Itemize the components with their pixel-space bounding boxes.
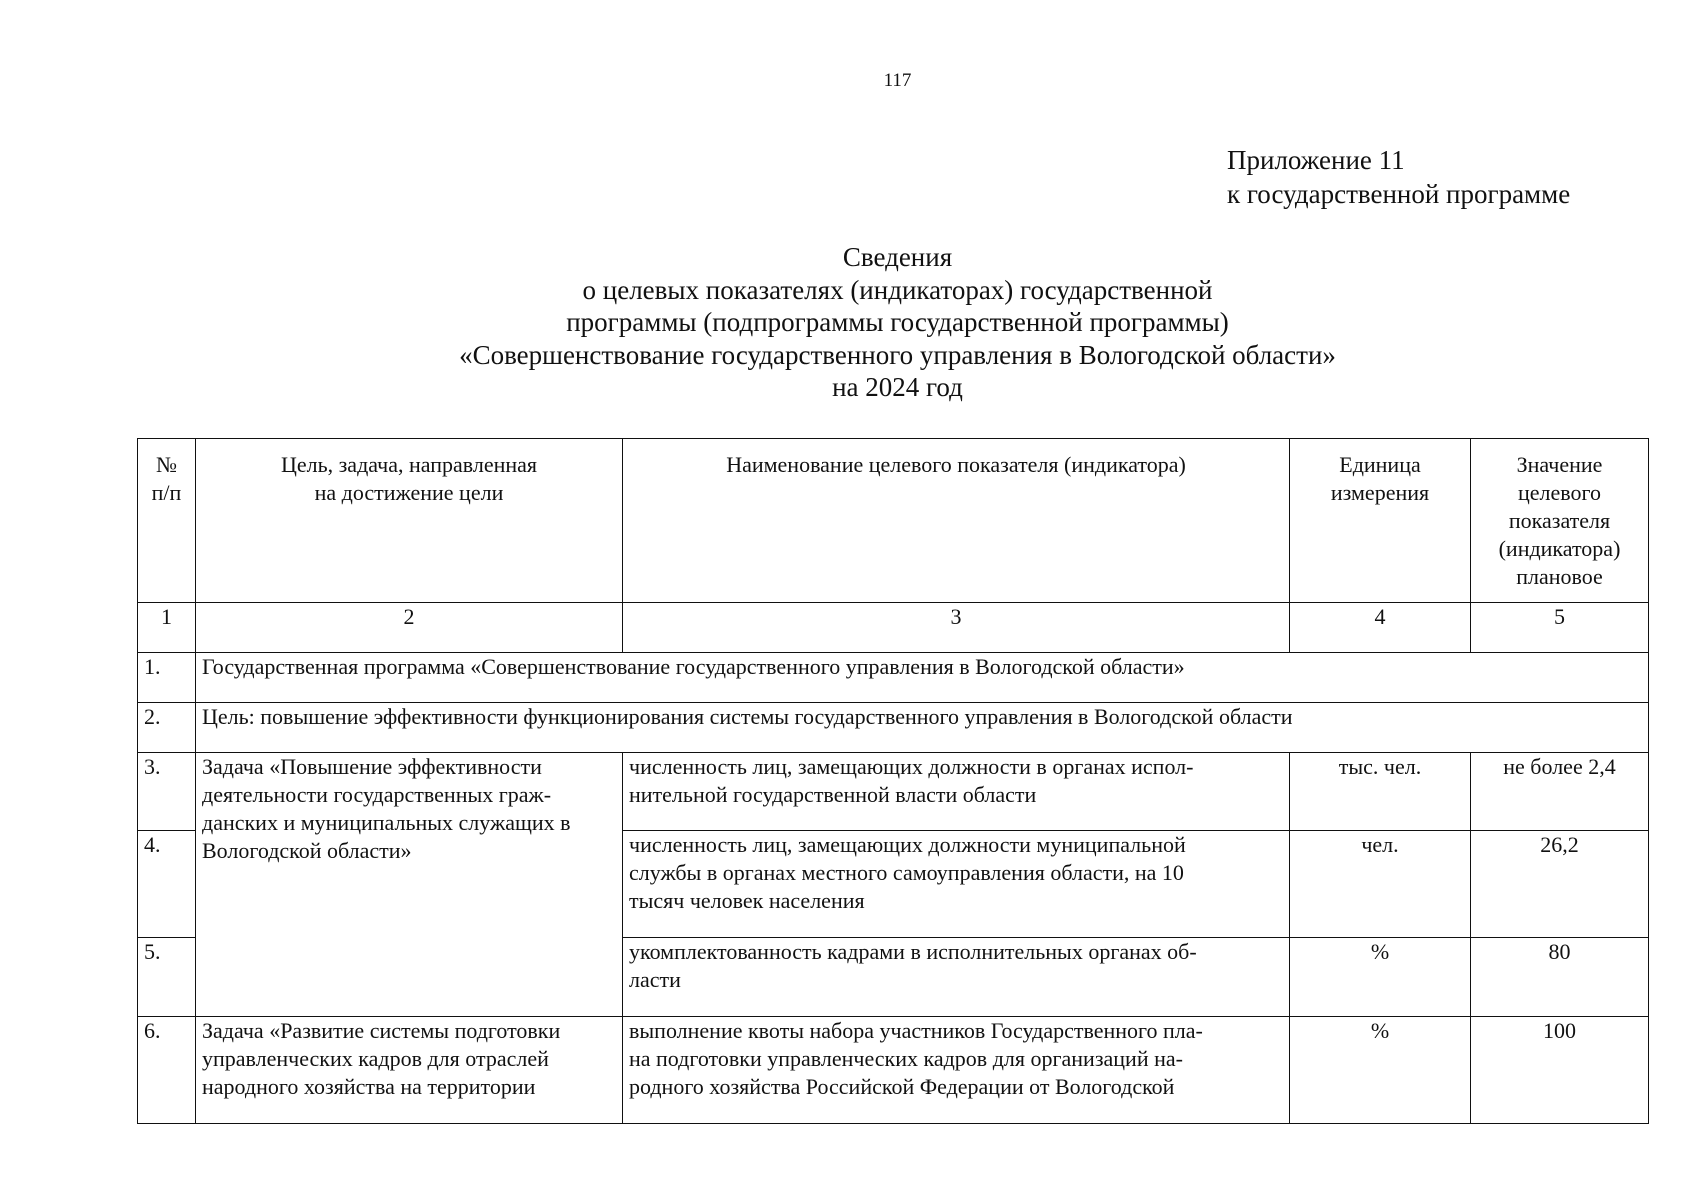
program-row [138, 653, 1649, 703]
appendix-line-2: к государственной программе [1227, 179, 1571, 209]
indicator-cell [623, 753, 1290, 831]
indicator-cell [623, 1017, 1290, 1124]
header-indicator [623, 439, 1290, 603]
value-cell: 26,2 [1471, 831, 1649, 938]
unit-cell: тыс. чел. [1290, 753, 1471, 831]
header-goal-line-1: Цель, задача, направленная [280, 452, 538, 477]
task-line: Задача «Развитие системы подготовки [202, 1018, 561, 1043]
task-line: управленческих кадров для отраслей [202, 1046, 549, 1071]
header-unit-line-1: Единица [1339, 452, 1421, 477]
indicator-line: на подготовки управленческих кадров для организаций на- [629, 1046, 1183, 1071]
header-value-line-2: целевого [1518, 480, 1601, 505]
title-line-3: программы (подпрограммы государственной программы) [566, 307, 1229, 337]
unit-cell: % [1290, 938, 1471, 1017]
column-number-5: 5 [1471, 603, 1649, 653]
header-num-line-2: п/п [151, 480, 182, 505]
title-line-5: на 2024 год [832, 372, 963, 402]
task-line: данских и муниципальных служащих в [202, 810, 571, 835]
appendix-line-1: Приложение 11 [1227, 145, 1405, 175]
row-num: 5. [138, 938, 196, 1017]
header-goal [196, 439, 623, 603]
indicator-line: родного хозяйства Российской Федерации от Вологодской [629, 1074, 1175, 1099]
task-line: Задача «Повышение эффективности [202, 754, 542, 779]
header-value-line-4: (индикатора) [1498, 536, 1621, 561]
task-cell [196, 1017, 623, 1124]
indicator-line: укомплектованность кадрами в исполнительных органах об- [629, 939, 1197, 964]
indicator-line: ласти [629, 967, 681, 992]
task-line: народного хозяйства на территории [202, 1074, 536, 1099]
indicators-table [137, 438, 1649, 1124]
document-title [0, 241, 1699, 404]
title-line-2: о целевых показателях (индикаторах) государственной [582, 274, 1213, 305]
indicator-cell [623, 831, 1290, 938]
header-num [138, 439, 196, 603]
column-number-row [138, 603, 1649, 653]
appendix-note [1227, 143, 1570, 211]
column-number-3: 3 [623, 603, 1290, 653]
indicator-cell [623, 938, 1290, 1017]
unit-cell: % [1290, 1017, 1471, 1124]
unit-cell: чел. [1290, 831, 1471, 938]
program-row-text: Государственная программа «Совершенствование государственного управления в Вологодской области» [196, 653, 1649, 703]
indicator-line: выполнение квоты набора участников Государственного пла- [629, 1018, 1203, 1043]
title-line-4: «Совершенствование государственного управления в Вологодской области» [459, 339, 1336, 370]
title-line-1: Сведения [842, 242, 953, 272]
value-cell: 100 [1471, 1017, 1649, 1124]
task-line: Вологодской области» [202, 838, 412, 863]
goal-row [138, 703, 1649, 753]
header-goal-line-2: на достижение цели [314, 480, 504, 505]
column-number-4: 4 [1290, 603, 1471, 653]
goal-row-text: Цель: повышение эффективности функционирования системы государственного управления в Вологодской области [196, 703, 1649, 753]
indicator-line: нительной государственной власти области [629, 782, 1037, 807]
table-row [138, 1017, 1649, 1124]
indicator-line: службы в органах местного самоуправления области, на 10 [629, 860, 1184, 885]
header-value [1471, 439, 1649, 603]
header-unit-line-2: измерения [1330, 480, 1430, 505]
value-cell: не более 2,4 [1471, 753, 1649, 831]
header-value-line-5: плановое [1516, 564, 1603, 589]
row-num: 3. [138, 753, 196, 831]
table-header-row [138, 439, 1649, 603]
header-value-line-3: показателя [1508, 508, 1611, 533]
header-unit [1290, 439, 1471, 603]
indicator-line: тысяч человек населения [629, 888, 865, 913]
indicator-line: численность лиц, замещающих должности муниципальной [629, 832, 1186, 857]
task-cell [196, 753, 623, 1017]
row-num: 4. [138, 831, 196, 938]
goal-row-num: 2. [138, 703, 196, 753]
header-value-line-1: Значение [1516, 452, 1603, 477]
page-number: 117 [883, 70, 912, 91]
column-number-2: 2 [196, 603, 623, 653]
table-row [138, 753, 1649, 831]
header-num-line-1: № [156, 452, 177, 477]
header-indicator-text: Наименование целевого показателя (индикатора) [726, 452, 1186, 477]
task-line: деятельности государственных граж- [202, 782, 552, 807]
program-row-num: 1. [138, 653, 196, 703]
column-number-1: 1 [138, 603, 196, 653]
value-cell: 80 [1471, 938, 1649, 1017]
row-num: 6. [138, 1017, 196, 1124]
indicator-line: численность лиц, замещающих должности в органах испол- [629, 754, 1194, 779]
